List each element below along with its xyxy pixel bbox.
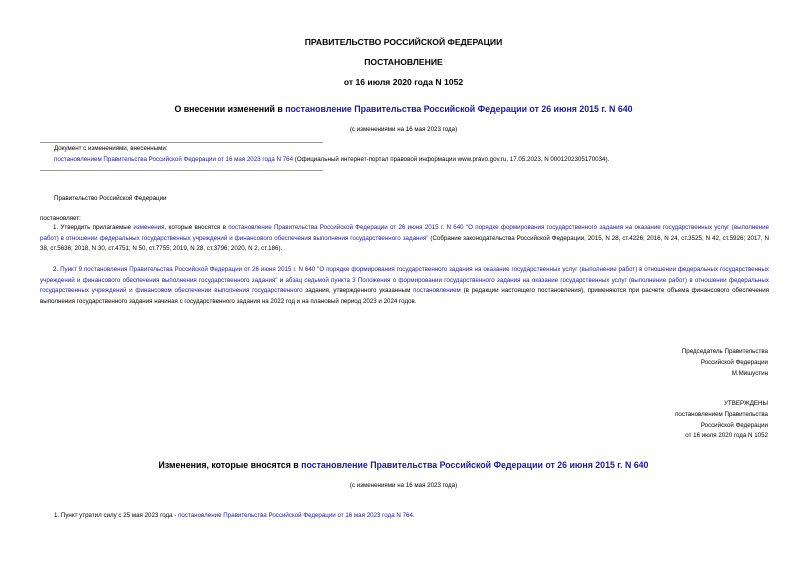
approval-line-3: Российской Федерации bbox=[700, 421, 768, 429]
signature-title: Председатель Правительства bbox=[681, 348, 768, 355]
document-date-number: от 16 июля 2020 года N 1052 bbox=[343, 77, 464, 87]
document-type-heading: ПОСТАНОВЛЕНИЕ bbox=[364, 57, 443, 67]
signature-country: Российской Федерации bbox=[700, 358, 768, 366]
changes-box-caption: Документ с изменениями, внесенными: bbox=[54, 145, 168, 152]
document-title bbox=[0, 104, 807, 114]
decrees-word: постановляет: bbox=[40, 215, 81, 222]
document-revision-note: (с изменениями на 16 мая 2023 года) bbox=[349, 126, 458, 133]
title-amended-decree-link[interactable]: постановление Правительства Российской Федерации от 26 июня 2015 г. N 640 bbox=[285, 104, 633, 114]
changes-box-source bbox=[54, 156, 609, 163]
changes-item-1: 1. Пункт утратил силу с 25 мая 2023 года - постановление Правительства Российской Федерации от 16 мая 2023 года N 764. bbox=[54, 512, 415, 519]
changes-section-revision-note: (с изменениями на 16 мая 2023 года) bbox=[349, 482, 458, 489]
specified-decree-link[interactable]: постановлением bbox=[413, 287, 461, 295]
item-9-link[interactable]: Пункт 9 постановления Правительства Российской Федерации от 26 июня 2015 г. N 640 "О порядке формирования государственного задания на оказание государственных услуг (выполнение работ) в отношении федеральных государственных учреждений и финансового обеспечения выполнения государственного задания" bbox=[40, 266, 769, 284]
paragraph-1: 1. Утвердить прилагаемые изменения, которые вносятся в постановление Правительства Российской Федерации от 26 июня 2015 г. N 640 "О порядке формирования государственного задания на оказание государственных услуг (выполнение работ) в отношении федеральных государственных учреждений и финансового обеспечения выполнения государственного задания" (Собрание законодательства Российской Федерации, 2015, N 28, ст.4226; 2016, N 24, ст.3525; N 42, ст.5926; 2017, N 38, ст.5636; 2018, N 30, ст.4751; N 50, ст.7755; 2019, N 28, ст.3796; 2020, N 2, ст.186). bbox=[40, 224, 770, 253]
changes-section-prefix: Изменения, которые вносятся в bbox=[158, 460, 302, 470]
approval-line-2: постановлением Правительства bbox=[675, 410, 768, 418]
issuing-body: Правительство Российской Федерации bbox=[54, 195, 167, 202]
changes-link[interactable]: изменения bbox=[133, 224, 165, 231]
government-heading: ПРАВИТЕЛЬСТВО РОССИЙСКОЙ ФЕДЕРАЦИИ bbox=[304, 37, 503, 47]
approval-line-4: от 16 июля 2020 года N 1052 bbox=[685, 432, 768, 440]
changes-box-top-rule bbox=[40, 142, 323, 143]
changes-box-publication: (Официальный интернет-портал правовой информации www.pravo.gov.ru, 17.05.2023, N 0001202305170034). bbox=[293, 156, 610, 163]
approval-block bbox=[675, 399, 768, 442]
signature-block bbox=[682, 347, 768, 379]
changes-section-decree-link[interactable]: постановление Правительства Российской Федерации от 26 июня 2015 г. N 640 bbox=[301, 460, 649, 470]
paragraph-2: 2. Пункт 9 постановления Правительства Российской Федерации от 26 июня 2015 г. N 640 "О порядке формирования государственного задания на оказание государственных услуг (выполнение работ) в отношении федеральных государственных учреждений и финансового обеспечения выполнения государственного задания" и абзац седьмой пункта 3 Положения о формировании государственного задания на оказание государственных услуг (выполнение работ) в отношении федеральных государственных учреждений и финансовом обеспечении выполнения государственного задания, утвержденного указанным постановлением (в редакции настоящего постановления), применяются при расчете объема финансового обеспечения выполнения государственного задания начиная с государственного задания на 2022 год и на плановый период 2023 и 2024 годов. bbox=[40, 266, 770, 306]
approval-heading: УТВЕРЖДЕНЫ bbox=[724, 400, 768, 407]
changes-section-title bbox=[0, 460, 807, 470]
paragraph-7-link[interactable]: абзац седьмой пункта 3 Положения о формировании государственного задания на оказание государственных услуг (выполнение работ) в отношении федеральных государственных учреждений и финансовом обеспечении выполнения государственного bbox=[40, 276, 769, 295]
signature-name: М.Мишустин bbox=[731, 369, 768, 377]
repealing-decree-link[interactable]: постановление Правительства Российской Федерации от 16 мая 2023 года N 764 bbox=[178, 512, 413, 519]
decree-640-link[interactable]: постановление Правительства Российской Федерации от 26 июня 2015 г. N 640 "О порядке формирования государственного задания на оказание государственных услуг (выполнение работ) в отношении федеральных государственных учреждений и финансового обеспечения выполнения государственного задания" bbox=[40, 224, 769, 242]
document-title-prefix: О внесении изменений в bbox=[174, 104, 286, 114]
changes-box-bottom-rule bbox=[40, 170, 323, 171]
amending-decree-link[interactable]: постановлением Правительства Российской Федерации от 16 мая 2023 года N 764 bbox=[54, 156, 294, 163]
